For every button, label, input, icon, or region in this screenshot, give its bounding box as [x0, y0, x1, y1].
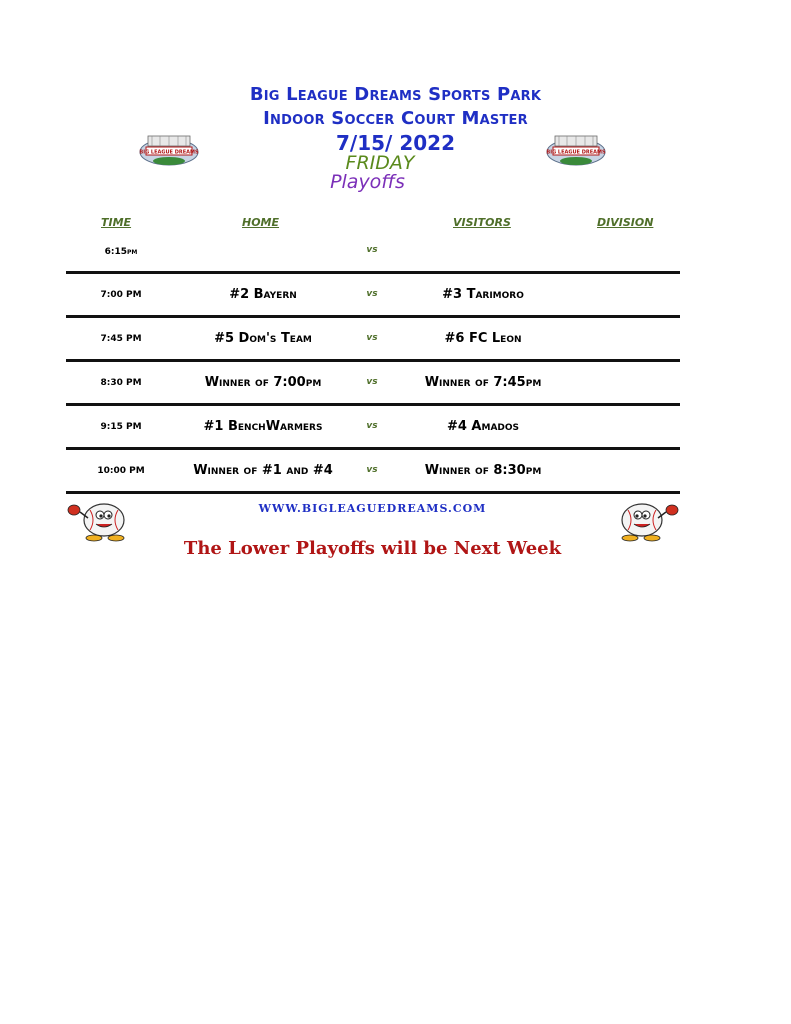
stadium-logo-icon [138, 132, 200, 168]
row-divider [66, 403, 680, 406]
home-team: Winner of 7:00pm [204, 375, 322, 390]
table-row [66, 241, 680, 285]
game-time: 6:15pm [104, 247, 138, 257]
column-header-division: DIVISION [597, 216, 654, 229]
row-divider [66, 491, 680, 494]
visiting-team: Winner of 7:45pm [424, 375, 542, 390]
table-row [66, 329, 680, 373]
game-time: 8:30 PM [100, 378, 142, 388]
home-team: #5 Dom's Team [214, 331, 312, 346]
column-header-visitors: VISITORS [453, 216, 511, 229]
visiting-team: Winner of 8:30pm [424, 463, 542, 478]
versus-label: vs [366, 245, 378, 255]
home-team: #1 BenchWarmers [203, 419, 323, 434]
table-row [66, 461, 680, 505]
schedule-day: FRIDAY [345, 152, 415, 174]
versus-label: vs [366, 421, 378, 431]
row-divider [66, 271, 680, 274]
visiting-team: #3 Tarimoro [442, 287, 524, 302]
title-line-1: Big League Dreams Sports Park [249, 84, 542, 105]
schedule-event: Playoffs [330, 171, 405, 193]
table-row [66, 285, 680, 329]
row-divider [66, 315, 680, 318]
versus-label: vs [366, 289, 378, 299]
game-time: 10:00 PM [97, 466, 145, 476]
stadium-logo-icon [545, 132, 607, 168]
home-team: #2 Bayern [229, 287, 297, 302]
column-header-home: HOME [242, 216, 280, 229]
logo-text: BIG LEAGUE DREAMS [139, 149, 199, 156]
row-divider [66, 447, 680, 450]
game-time: 7:00 PM [100, 290, 142, 300]
table-row [66, 417, 680, 461]
versus-label: vs [366, 377, 378, 387]
game-time: 9:15 PM [100, 422, 142, 432]
row-divider [66, 359, 680, 362]
visiting-team: #6 FC Leon [444, 331, 522, 346]
schedule-date: 7/15/ 2022 [336, 131, 455, 155]
title-line-2: Indoor Soccer Court Master [263, 108, 528, 129]
website-link[interactable]: WWW.BIGLEAGUEDREAMS.COM [258, 502, 487, 515]
visiting-team: #4 Amados [446, 419, 520, 434]
lower-playoffs-note: The Lower Playoffs will be Next Week [183, 538, 562, 559]
home-team: Winner of #1 and #4 [193, 463, 333, 478]
game-time: 7:45 PM [100, 334, 142, 344]
versus-label: vs [366, 465, 378, 475]
table-row [66, 373, 680, 417]
logo-text: BIG LEAGUE DREAMS [546, 149, 606, 156]
column-header-time: TIME [101, 216, 132, 229]
versus-label: vs [366, 333, 378, 343]
